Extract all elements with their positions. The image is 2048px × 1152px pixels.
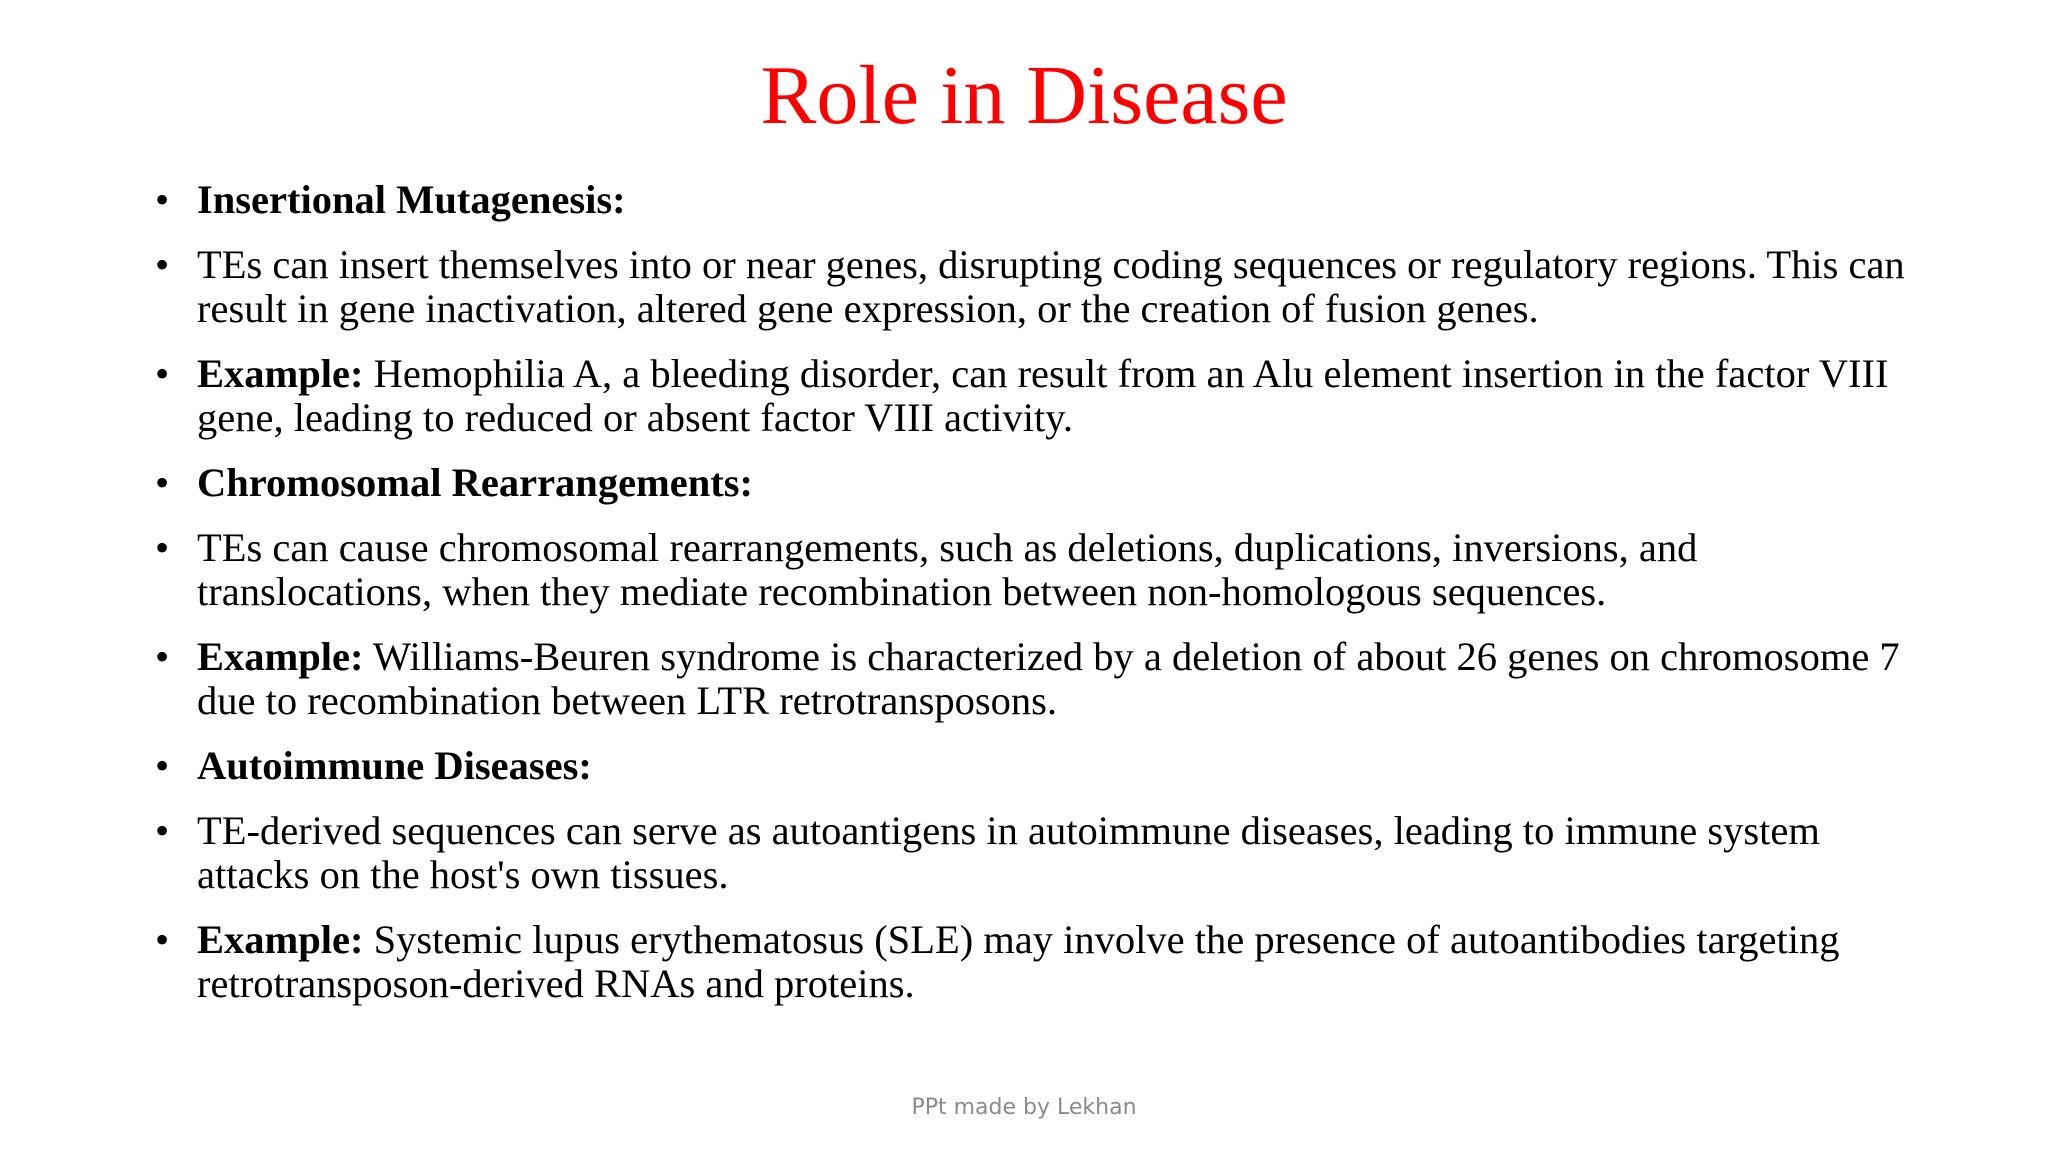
bullet-heading: Autoimmune Diseases: — [197, 743, 592, 788]
bullet-item-te-autoantigens — [155, 809, 1915, 897]
bullet-heading: Chromosomal Rearrangements: — [197, 460, 754, 505]
bullet-list — [155, 178, 1915, 1027]
bullet-icon: • — [155, 743, 170, 788]
bullet-icon: • — [155, 634, 170, 679]
bullet-icon: • — [155, 917, 170, 962]
bullet-text: Williams-Beuren syndrome is characterized by a deletion of about 26 genes on chromosome 7 due to recombination between LTR retrotransposons. — [197, 634, 1900, 723]
bullet-text: TEs can insert themselves into or near genes, disrupting coding sequences or regulatory regions. This can result in gene inactivation, altered gene expression, or the creation of fusion genes. — [197, 242, 1905, 331]
bullet-text: TEs can cause chromosomal rearrangements, such as deletions, duplications, inversions, and translocations, when they mediate recombination between non-homologous sequences. — [197, 525, 1698, 614]
bullet-icon: • — [155, 460, 170, 505]
bullet-item-chromosomal-rearrangements — [155, 461, 1915, 505]
bullet-item-te-insertion — [155, 243, 1915, 331]
bullet-item-example-williams-beuren — [155, 635, 1915, 723]
bullet-text: TE-derived sequences can serve as autoantigens in autoimmune diseases, leading to immune system attacks on the host's own tissues. — [197, 808, 1820, 897]
bullet-item-autoimmune-diseases — [155, 744, 1915, 788]
bullet-text: Systemic lupus erythematosus (SLE) may involve the presence of autoantibodies targeting retrotransposon-derived RNAs and proteins. — [197, 917, 1840, 1006]
bullet-text: Hemophilia A, a bleeding disorder, can result from an Alu element insertion in the factor VIII gene, leading to reduced or absent factor VIII activity. — [197, 351, 1889, 440]
bullet-heading: Example: — [197, 351, 364, 396]
bullet-item-insertional-mutagenesis — [155, 178, 1915, 222]
slide-title: Role in Disease — [760, 49, 1288, 142]
bullet-item-te-rearrangements — [155, 526, 1915, 614]
slide-footer: PPt made by Lekhan — [911, 1095, 1137, 1120]
bullet-item-example-sle — [155, 918, 1915, 1006]
bullet-item-example-hemophilia — [155, 352, 1915, 440]
bullet-icon: • — [155, 242, 170, 287]
bullet-icon: • — [155, 525, 170, 570]
bullet-icon: • — [155, 177, 170, 222]
bullet-heading: Example: — [197, 634, 364, 679]
bullet-icon: • — [155, 808, 170, 853]
bullet-heading: Insertional Mutagenesis: — [197, 177, 626, 222]
bullet-icon: • — [155, 351, 170, 396]
bullet-heading: Example: — [197, 917, 364, 962]
